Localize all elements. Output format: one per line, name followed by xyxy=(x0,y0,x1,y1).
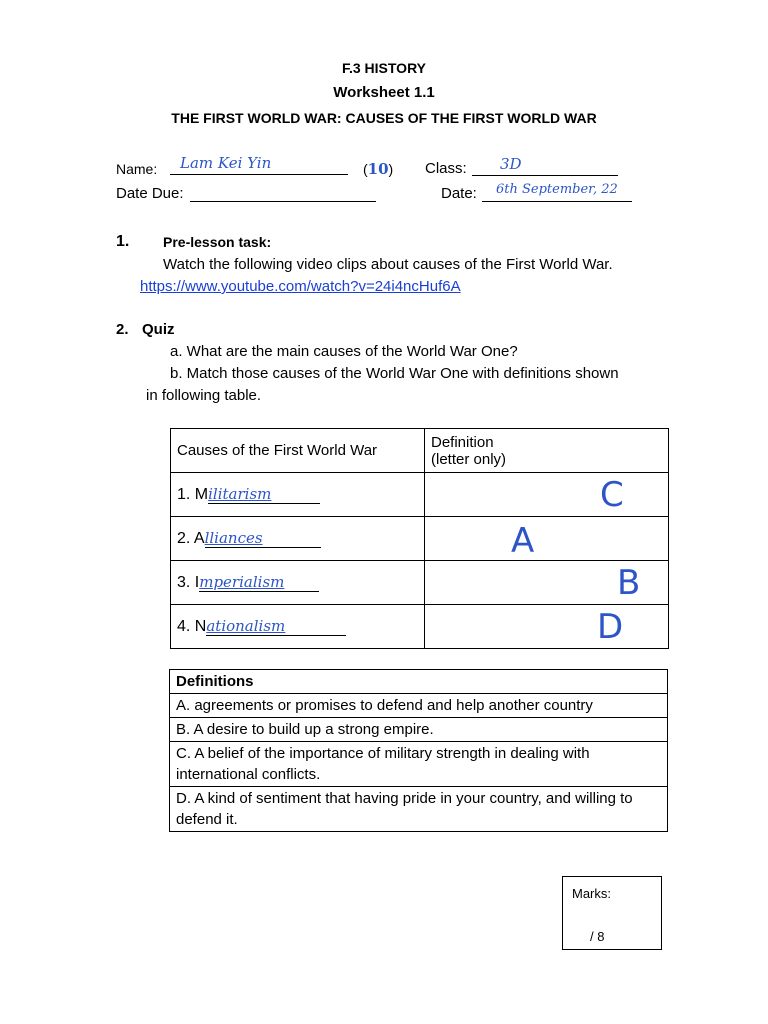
answer-letter: A xyxy=(511,521,535,561)
subject-heading: F.3 HISTORY xyxy=(341,60,427,76)
causes-header: Causes of the First World War xyxy=(171,429,425,473)
definition-header-line1: Definition xyxy=(431,433,494,451)
date-field xyxy=(482,181,632,202)
class-label: Class: xyxy=(425,160,467,177)
definitions-header-row xyxy=(170,670,668,694)
answer-cell xyxy=(425,473,669,517)
table-row xyxy=(170,787,668,832)
answer-cell xyxy=(425,561,669,605)
cause-prefix: 3. I xyxy=(177,574,200,591)
worksheet-heading: Worksheet 1.1 xyxy=(333,84,435,101)
answer-cell xyxy=(425,605,669,649)
causes-table xyxy=(170,428,669,649)
definitions-table xyxy=(169,669,668,832)
date-label: Date: xyxy=(441,185,477,202)
cause-cell xyxy=(171,561,425,605)
section2-title: Quiz xyxy=(142,321,175,338)
section1-title: Pre-lesson task: xyxy=(163,234,272,250)
cause-prefix: 2. A xyxy=(177,530,205,547)
marks-total: / 8 xyxy=(590,929,605,944)
question-b-line2: in following table. xyxy=(146,387,262,404)
cause-cell xyxy=(171,517,425,561)
answer-letter: D xyxy=(597,607,624,647)
definition-item: C. A belief of the importance of military strength in dealing with international conflicts. xyxy=(170,742,668,787)
student-number: (10) xyxy=(363,160,394,178)
cause-cell xyxy=(171,605,425,649)
class-value: 3D xyxy=(500,155,522,173)
table-row xyxy=(171,473,669,517)
definition-header-line2: (letter only) xyxy=(431,450,507,468)
table-row xyxy=(170,694,668,718)
definition-item: D. A kind of sentiment that having pride in your country, and willing to defend it. xyxy=(170,787,668,832)
definition-item: A. agreements or promises to defend and help another country xyxy=(170,694,668,718)
table-row xyxy=(171,561,669,605)
name-label: Name: xyxy=(116,161,158,177)
marks-box xyxy=(562,876,662,950)
section1-number: 1. xyxy=(116,233,130,250)
definitions-header: Definitions xyxy=(170,670,668,694)
cause-prefix: 4. N xyxy=(177,618,207,635)
table-row xyxy=(171,605,669,649)
cause-cell xyxy=(171,473,425,517)
page-title: THE FIRST WORLD WAR: CAUSES OF THE FIRST WORLD WAR xyxy=(171,110,597,126)
table-row xyxy=(170,742,668,787)
table-row xyxy=(170,718,668,742)
table-header-row xyxy=(171,429,669,473)
video-link[interactable]: https://www.youtube.com/watch?v=24i4ncHuf6A xyxy=(140,278,461,295)
answer-letter: B xyxy=(617,563,641,603)
cause-fill: lliances xyxy=(204,529,263,547)
cause-fill: mperialism xyxy=(199,573,285,591)
cause-fill: ilitarism xyxy=(208,485,272,503)
definition-item: B. A desire to build up a strong empire. xyxy=(170,718,668,742)
marks-label: Marks: xyxy=(572,886,611,901)
student-number-value: 10 xyxy=(367,160,389,178)
class-field xyxy=(472,155,618,176)
answer-cell xyxy=(425,517,669,561)
section2-number: 2. xyxy=(116,321,129,338)
table-row xyxy=(171,517,669,561)
name-value: Lam Kei Yin xyxy=(180,154,272,172)
cause-fill: ationalism xyxy=(206,617,286,635)
question-b-line1: b. Match those causes of the World War One with definitions shown xyxy=(170,365,619,382)
due-label: Date Due: xyxy=(116,185,184,202)
date-value: 6th September, 22 xyxy=(496,182,618,197)
name-field xyxy=(170,154,348,175)
question-a: a. What are the main causes of the World War One? xyxy=(170,343,518,360)
definition-header xyxy=(425,429,669,473)
answer-letter: C xyxy=(600,475,624,515)
section1-text: Watch the following video clips about causes of the First World War. xyxy=(163,256,613,273)
cause-prefix: 1. M xyxy=(177,486,209,503)
due-field xyxy=(190,185,376,202)
